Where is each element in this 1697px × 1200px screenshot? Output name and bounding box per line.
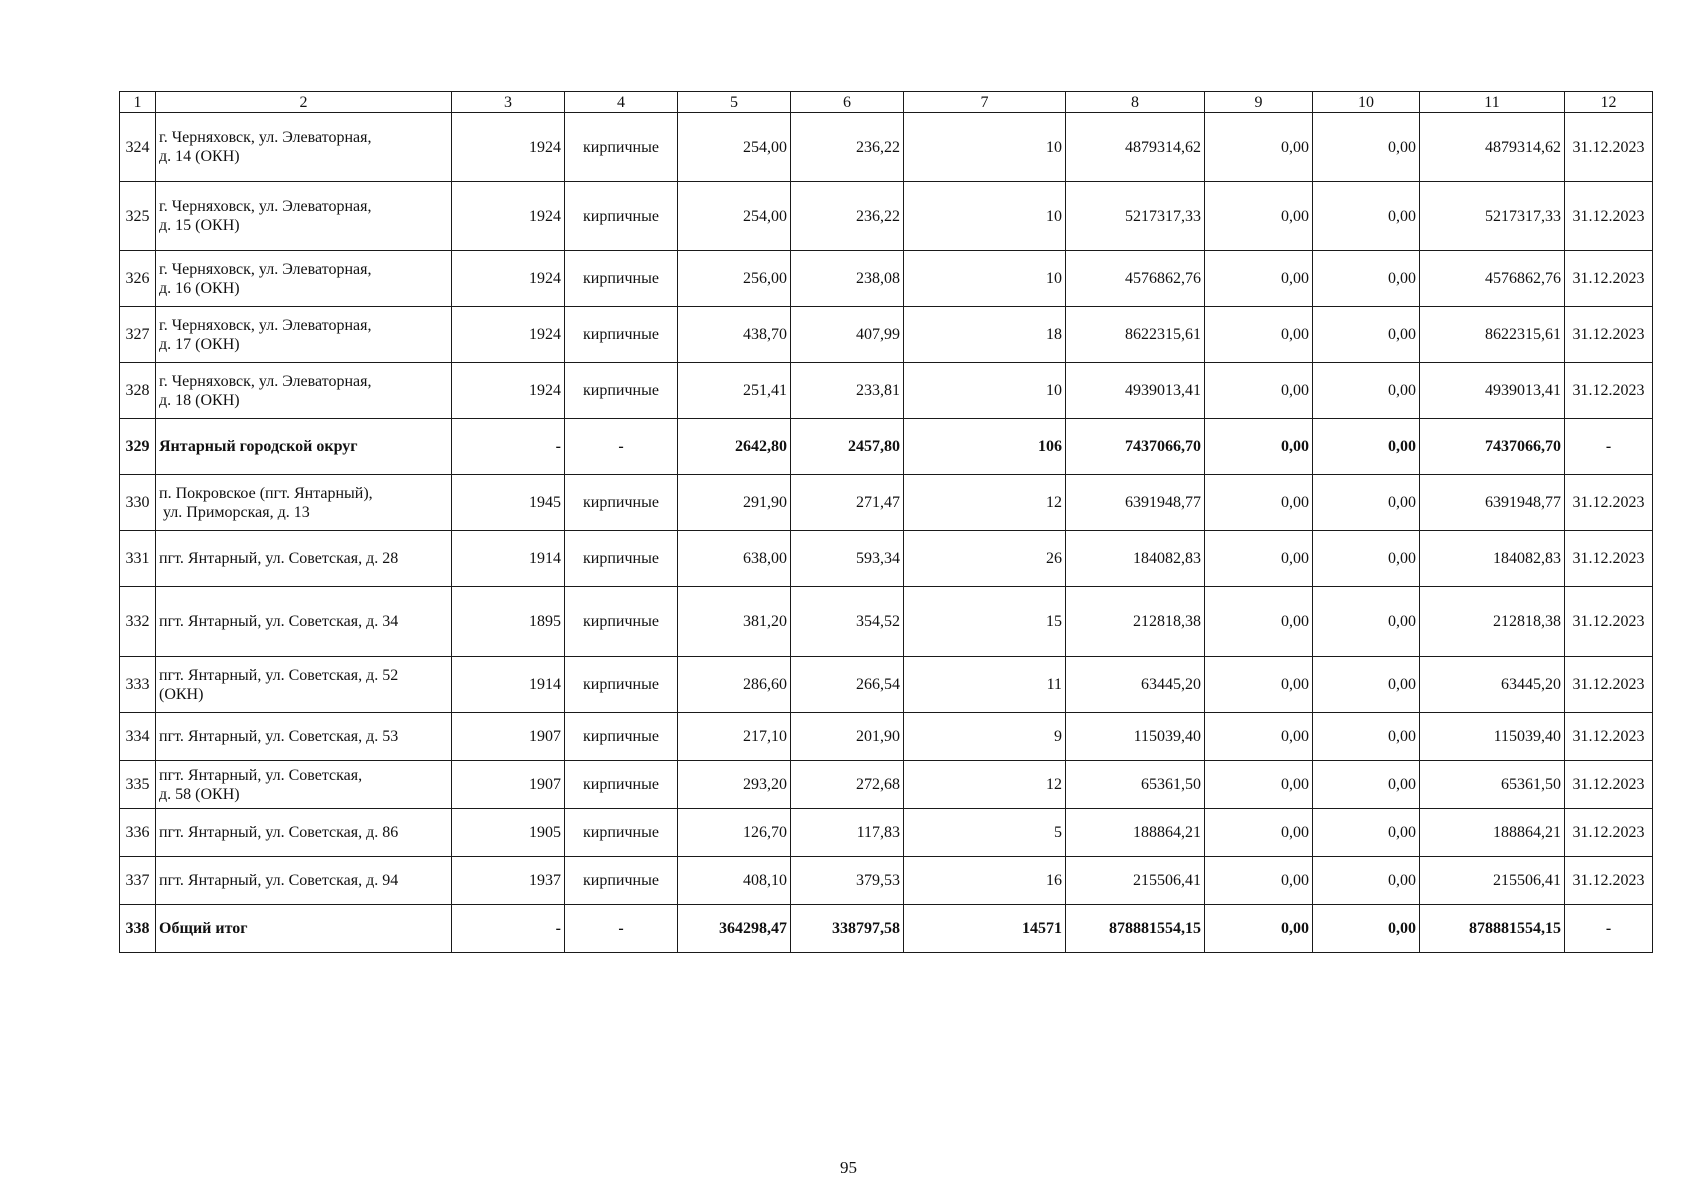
table-row xyxy=(120,363,1653,419)
column-number-12: 12 xyxy=(1565,92,1653,113)
total-area-cell: 408,10 xyxy=(678,857,791,905)
address-cell xyxy=(156,761,452,809)
column-number-row xyxy=(120,92,1653,113)
column-number-11: 11 xyxy=(1420,92,1565,113)
address-line: ул. Приморская, д. 13 xyxy=(163,503,310,521)
owner-funds-cell: 878881554,15 xyxy=(1420,905,1565,953)
living-area-cell: 117,83 xyxy=(791,809,904,857)
housing-table xyxy=(119,91,1653,953)
wall-material-cell: - xyxy=(565,905,678,953)
living-area-cell: 236,22 xyxy=(791,113,904,182)
residents-count-cell: 10 xyxy=(904,363,1066,419)
address-cell xyxy=(156,251,452,307)
federal-funds-cell: 0,00 xyxy=(1205,587,1313,657)
federal-funds-cell: 0,00 xyxy=(1205,475,1313,531)
total-cost-cell: 215506,41 xyxy=(1066,857,1205,905)
total-area-cell: 256,00 xyxy=(678,251,791,307)
federal-funds-cell: 0,00 xyxy=(1205,182,1313,251)
federal-funds-cell: 0,00 xyxy=(1205,761,1313,809)
table-row xyxy=(120,857,1653,905)
owner-funds-cell: 5217317,33 xyxy=(1420,182,1565,251)
federal-funds-cell: 0,00 xyxy=(1205,905,1313,953)
residents-count-cell: 5 xyxy=(904,809,1066,857)
row-number-cell: 333 xyxy=(120,657,156,713)
total-area-cell: 293,20 xyxy=(678,761,791,809)
residents-count-cell: 10 xyxy=(904,113,1066,182)
completion-date-cell: 31.12.2023 xyxy=(1565,475,1653,531)
wall-material-cell: кирпичные xyxy=(565,475,678,531)
row-number-cell: 335 xyxy=(120,761,156,809)
construction-year-cell: 1924 xyxy=(452,307,565,363)
residents-count-cell: 106 xyxy=(904,419,1066,475)
federal-funds-cell: 0,00 xyxy=(1205,657,1313,713)
owner-funds-cell: 4576862,76 xyxy=(1420,251,1565,307)
row-number-cell: 331 xyxy=(120,531,156,587)
total-cost-cell: 63445,20 xyxy=(1066,657,1205,713)
row-number-cell: 328 xyxy=(120,363,156,419)
row-number-cell: 325 xyxy=(120,182,156,251)
living-area-cell: 238,08 xyxy=(791,251,904,307)
owner-funds-cell: 6391948,77 xyxy=(1420,475,1565,531)
total-area-cell: 217,10 xyxy=(678,713,791,761)
address-line: д. 18 (ОКН) xyxy=(159,391,240,409)
regional-funds-cell: 0,00 xyxy=(1313,363,1420,419)
total-area-cell: 254,00 xyxy=(678,113,791,182)
total-cost-cell: 188864,21 xyxy=(1066,809,1205,857)
table-row xyxy=(120,475,1653,531)
total-area-cell: 2642,80 xyxy=(678,419,791,475)
living-area-cell: 379,53 xyxy=(791,857,904,905)
column-number-1: 1 xyxy=(120,92,156,113)
column-number-10: 10 xyxy=(1313,92,1420,113)
residents-count-cell: 18 xyxy=(904,307,1066,363)
construction-year-cell: 1907 xyxy=(452,713,565,761)
column-number-2: 2 xyxy=(156,92,452,113)
address-cell xyxy=(156,809,452,857)
completion-date-cell: 31.12.2023 xyxy=(1565,363,1653,419)
wall-material-cell: кирпичные xyxy=(565,251,678,307)
owner-funds-cell: 8622315,61 xyxy=(1420,307,1565,363)
completion-date-cell: 31.12.2023 xyxy=(1565,761,1653,809)
address-cell xyxy=(156,905,452,953)
table-row xyxy=(120,587,1653,657)
address-cell xyxy=(156,531,452,587)
address-line: пгт. Янтарный, ул. Советская, д. 52 xyxy=(159,666,399,684)
address-cell xyxy=(156,419,452,475)
regional-funds-cell: 0,00 xyxy=(1313,113,1420,182)
regional-funds-cell: 0,00 xyxy=(1313,419,1420,475)
table-row xyxy=(120,182,1653,251)
federal-funds-cell: 0,00 xyxy=(1205,713,1313,761)
table-row xyxy=(120,307,1653,363)
wall-material-cell: кирпичные xyxy=(565,657,678,713)
table-body xyxy=(120,92,1653,953)
address-cell xyxy=(156,363,452,419)
living-area-cell: 354,52 xyxy=(791,587,904,657)
federal-funds-cell: 0,00 xyxy=(1205,113,1313,182)
living-area-cell: 236,22 xyxy=(791,182,904,251)
row-number-cell: 330 xyxy=(120,475,156,531)
regional-funds-cell: 0,00 xyxy=(1313,761,1420,809)
regional-funds-cell: 0,00 xyxy=(1313,857,1420,905)
completion-date-cell: 31.12.2023 xyxy=(1565,657,1653,713)
row-number-cell: 324 xyxy=(120,113,156,182)
address-line: д. 14 (ОКН) xyxy=(159,148,240,165)
wall-material-cell: - xyxy=(565,419,678,475)
address-cell xyxy=(156,182,452,251)
total-area-cell: 638,00 xyxy=(678,531,791,587)
living-area-cell: 407,99 xyxy=(791,307,904,363)
wall-material-cell: кирпичные xyxy=(565,531,678,587)
construction-year-cell: 1924 xyxy=(452,251,565,307)
completion-date-cell: - xyxy=(1565,905,1653,953)
owner-funds-cell: 63445,20 xyxy=(1420,657,1565,713)
regional-funds-cell: 0,00 xyxy=(1313,905,1420,953)
wall-material-cell: кирпичные xyxy=(565,761,678,809)
owner-funds-cell: 215506,41 xyxy=(1420,857,1565,905)
total-cost-cell: 8622315,61 xyxy=(1066,307,1205,363)
owner-funds-cell: 4939013,41 xyxy=(1420,363,1565,419)
residents-count-cell: 14571 xyxy=(904,905,1066,953)
address-line: пгт. Янтарный, ул. Советская, д. 94 xyxy=(159,872,399,889)
total-area-cell: 291,90 xyxy=(678,475,791,531)
total-area-cell: 381,20 xyxy=(678,587,791,657)
column-number-5: 5 xyxy=(678,92,791,113)
construction-year-cell: 1914 xyxy=(452,657,565,713)
total-cost-cell: 212818,38 xyxy=(1066,587,1205,657)
address-line: пгт. Янтарный, ул. Советская, д. 53 xyxy=(159,728,399,745)
address-line: Общий итог xyxy=(159,920,248,937)
owner-funds-cell: 65361,50 xyxy=(1420,761,1565,809)
address-cell xyxy=(156,113,452,182)
construction-year-cell: 1907 xyxy=(452,761,565,809)
table-row xyxy=(120,713,1653,761)
construction-year-cell: 1924 xyxy=(452,363,565,419)
total-cost-cell: 878881554,15 xyxy=(1066,905,1205,953)
federal-funds-cell: 0,00 xyxy=(1205,857,1313,905)
column-number-9: 9 xyxy=(1205,92,1313,113)
column-number-7: 7 xyxy=(904,92,1066,113)
total-cost-cell: 115039,40 xyxy=(1066,713,1205,761)
address-line: г. Черняховск, ул. Элеваторная, xyxy=(159,198,372,215)
regional-funds-cell: 0,00 xyxy=(1313,531,1420,587)
living-area-cell: 338797,58 xyxy=(791,905,904,953)
living-area-cell: 271,47 xyxy=(791,475,904,531)
total-cost-cell: 6391948,77 xyxy=(1066,475,1205,531)
regional-funds-cell: 0,00 xyxy=(1313,307,1420,363)
address-cell xyxy=(156,857,452,905)
row-number-cell: 338 xyxy=(120,905,156,953)
wall-material-cell: кирпичные xyxy=(565,587,678,657)
residents-count-cell: 16 xyxy=(904,857,1066,905)
total-area-cell: 126,70 xyxy=(678,809,791,857)
column-number-4: 4 xyxy=(565,92,678,113)
wall-material-cell: кирпичные xyxy=(565,113,678,182)
construction-year-cell: 1945 xyxy=(452,475,565,531)
row-number-cell: 327 xyxy=(120,307,156,363)
page-number: 95 xyxy=(840,1158,857,1177)
residents-count-cell: 9 xyxy=(904,713,1066,761)
regional-funds-cell: 0,00 xyxy=(1313,713,1420,761)
address-cell xyxy=(156,587,452,657)
address-line: г. Черняховск, ул. Элеваторная, xyxy=(159,372,372,390)
address-line: д. 17 (ОКН) xyxy=(159,335,240,353)
address-line: пгт. Янтарный, ул. Советская, д. 86 xyxy=(159,824,399,841)
address-line: п. Покровское (пгт. Янтарный), xyxy=(159,484,373,502)
address-line: д. 16 (ОКН) xyxy=(159,279,240,297)
row-number-cell: 332 xyxy=(120,587,156,657)
wall-material-cell: кирпичные xyxy=(565,809,678,857)
address-line: д. 15 (ОКН) xyxy=(159,217,240,234)
owner-funds-cell: 4879314,62 xyxy=(1420,113,1565,182)
living-area-cell: 272,68 xyxy=(791,761,904,809)
row-number-cell: 337 xyxy=(120,857,156,905)
wall-material-cell: кирпичные xyxy=(565,182,678,251)
table-row xyxy=(120,809,1653,857)
total-area-cell: 286,60 xyxy=(678,657,791,713)
total-cost-cell: 4576862,76 xyxy=(1066,251,1205,307)
total-area-cell: 251,41 xyxy=(678,363,791,419)
residents-count-cell: 10 xyxy=(904,251,1066,307)
address-line: г. Черняховск, ул. Элеваторная, xyxy=(159,260,372,278)
completion-date-cell: 31.12.2023 xyxy=(1565,307,1653,363)
total-area-cell: 364298,47 xyxy=(678,905,791,953)
federal-funds-cell: 0,00 xyxy=(1205,419,1313,475)
construction-year-cell: - xyxy=(452,419,565,475)
address-cell xyxy=(156,657,452,713)
regional-funds-cell: 0,00 xyxy=(1313,657,1420,713)
address-cell xyxy=(156,307,452,363)
total-cost-cell: 4879314,62 xyxy=(1066,113,1205,182)
address-cell xyxy=(156,713,452,761)
completion-date-cell: 31.12.2023 xyxy=(1565,809,1653,857)
row-number-cell: 326 xyxy=(120,251,156,307)
total-cost-cell: 4939013,41 xyxy=(1066,363,1205,419)
living-area-cell: 201,90 xyxy=(791,713,904,761)
completion-date-cell: 31.12.2023 xyxy=(1565,113,1653,182)
construction-year-cell: 1924 xyxy=(452,113,565,182)
address-line: пгт. Янтарный, ул. Советская, д. 28 xyxy=(159,550,399,567)
column-number-3: 3 xyxy=(452,92,565,113)
total-cost-cell: 7437066,70 xyxy=(1066,419,1205,475)
address-line: (ОКН) xyxy=(159,685,204,703)
residents-count-cell: 15 xyxy=(904,587,1066,657)
construction-year-cell: 1895 xyxy=(452,587,565,657)
owner-funds-cell: 7437066,70 xyxy=(1420,419,1565,475)
total-area-cell: 254,00 xyxy=(678,182,791,251)
residents-count-cell: 10 xyxy=(904,182,1066,251)
living-area-cell: 266,54 xyxy=(791,657,904,713)
owner-funds-cell: 212818,38 xyxy=(1420,587,1565,657)
living-area-cell: 593,34 xyxy=(791,531,904,587)
residents-count-cell: 12 xyxy=(904,475,1066,531)
wall-material-cell: кирпичные xyxy=(565,713,678,761)
construction-year-cell: - xyxy=(452,905,565,953)
wall-material-cell: кирпичные xyxy=(565,857,678,905)
regional-funds-cell: 0,00 xyxy=(1313,587,1420,657)
table-row xyxy=(120,761,1653,809)
table-row xyxy=(120,113,1653,182)
completion-date-cell: 31.12.2023 xyxy=(1565,182,1653,251)
owner-funds-cell: 115039,40 xyxy=(1420,713,1565,761)
completion-date-cell: 31.12.2023 xyxy=(1565,587,1653,657)
federal-funds-cell: 0,00 xyxy=(1205,251,1313,307)
total-cost-cell: 65361,50 xyxy=(1066,761,1205,809)
address-line: д. 58 (ОКН) xyxy=(159,785,240,803)
completion-date-cell: 31.12.2023 xyxy=(1565,857,1653,905)
construction-year-cell: 1914 xyxy=(452,531,565,587)
address-cell xyxy=(156,475,452,531)
construction-year-cell: 1924 xyxy=(452,182,565,251)
address-line: г. Черняховск, ул. Элеваторная, xyxy=(159,129,372,146)
construction-year-cell: 1937 xyxy=(452,857,565,905)
living-area-cell: 233,81 xyxy=(791,363,904,419)
table-row xyxy=(120,657,1653,713)
address-line: г. Черняховск, ул. Элеваторная, xyxy=(159,316,372,334)
living-area-cell: 2457,80 xyxy=(791,419,904,475)
owner-funds-cell: 188864,21 xyxy=(1420,809,1565,857)
residents-count-cell: 12 xyxy=(904,761,1066,809)
table-row xyxy=(120,905,1653,953)
completion-date-cell: - xyxy=(1565,419,1653,475)
owner-funds-cell: 184082,83 xyxy=(1420,531,1565,587)
wall-material-cell: кирпичные xyxy=(565,307,678,363)
row-number-cell: 334 xyxy=(120,713,156,761)
federal-funds-cell: 0,00 xyxy=(1205,363,1313,419)
regional-funds-cell: 0,00 xyxy=(1313,251,1420,307)
column-number-8: 8 xyxy=(1066,92,1205,113)
construction-year-cell: 1905 xyxy=(452,809,565,857)
row-number-cell: 329 xyxy=(120,419,156,475)
address-line: пгт. Янтарный, ул. Советская, д. 34 xyxy=(159,613,399,630)
completion-date-cell: 31.12.2023 xyxy=(1565,713,1653,761)
regional-funds-cell: 0,00 xyxy=(1313,182,1420,251)
column-number-6: 6 xyxy=(791,92,904,113)
address-line: Янтарный городской округ xyxy=(159,438,358,455)
federal-funds-cell: 0,00 xyxy=(1205,307,1313,363)
wall-material-cell: кирпичные xyxy=(565,363,678,419)
total-cost-cell: 184082,83 xyxy=(1066,531,1205,587)
federal-funds-cell: 0,00 xyxy=(1205,809,1313,857)
residents-count-cell: 11 xyxy=(904,657,1066,713)
table-row xyxy=(120,419,1653,475)
completion-date-cell: 31.12.2023 xyxy=(1565,531,1653,587)
completion-date-cell: 31.12.2023 xyxy=(1565,251,1653,307)
row-number-cell: 336 xyxy=(120,809,156,857)
address-line: пгт. Янтарный, ул. Советская, xyxy=(159,766,363,784)
total-cost-cell: 5217317,33 xyxy=(1066,182,1205,251)
table-row xyxy=(120,531,1653,587)
regional-funds-cell: 0,00 xyxy=(1313,475,1420,531)
regional-funds-cell: 0,00 xyxy=(1313,809,1420,857)
federal-funds-cell: 0,00 xyxy=(1205,531,1313,587)
table-row xyxy=(120,251,1653,307)
total-area-cell: 438,70 xyxy=(678,307,791,363)
residents-count-cell: 26 xyxy=(904,531,1066,587)
